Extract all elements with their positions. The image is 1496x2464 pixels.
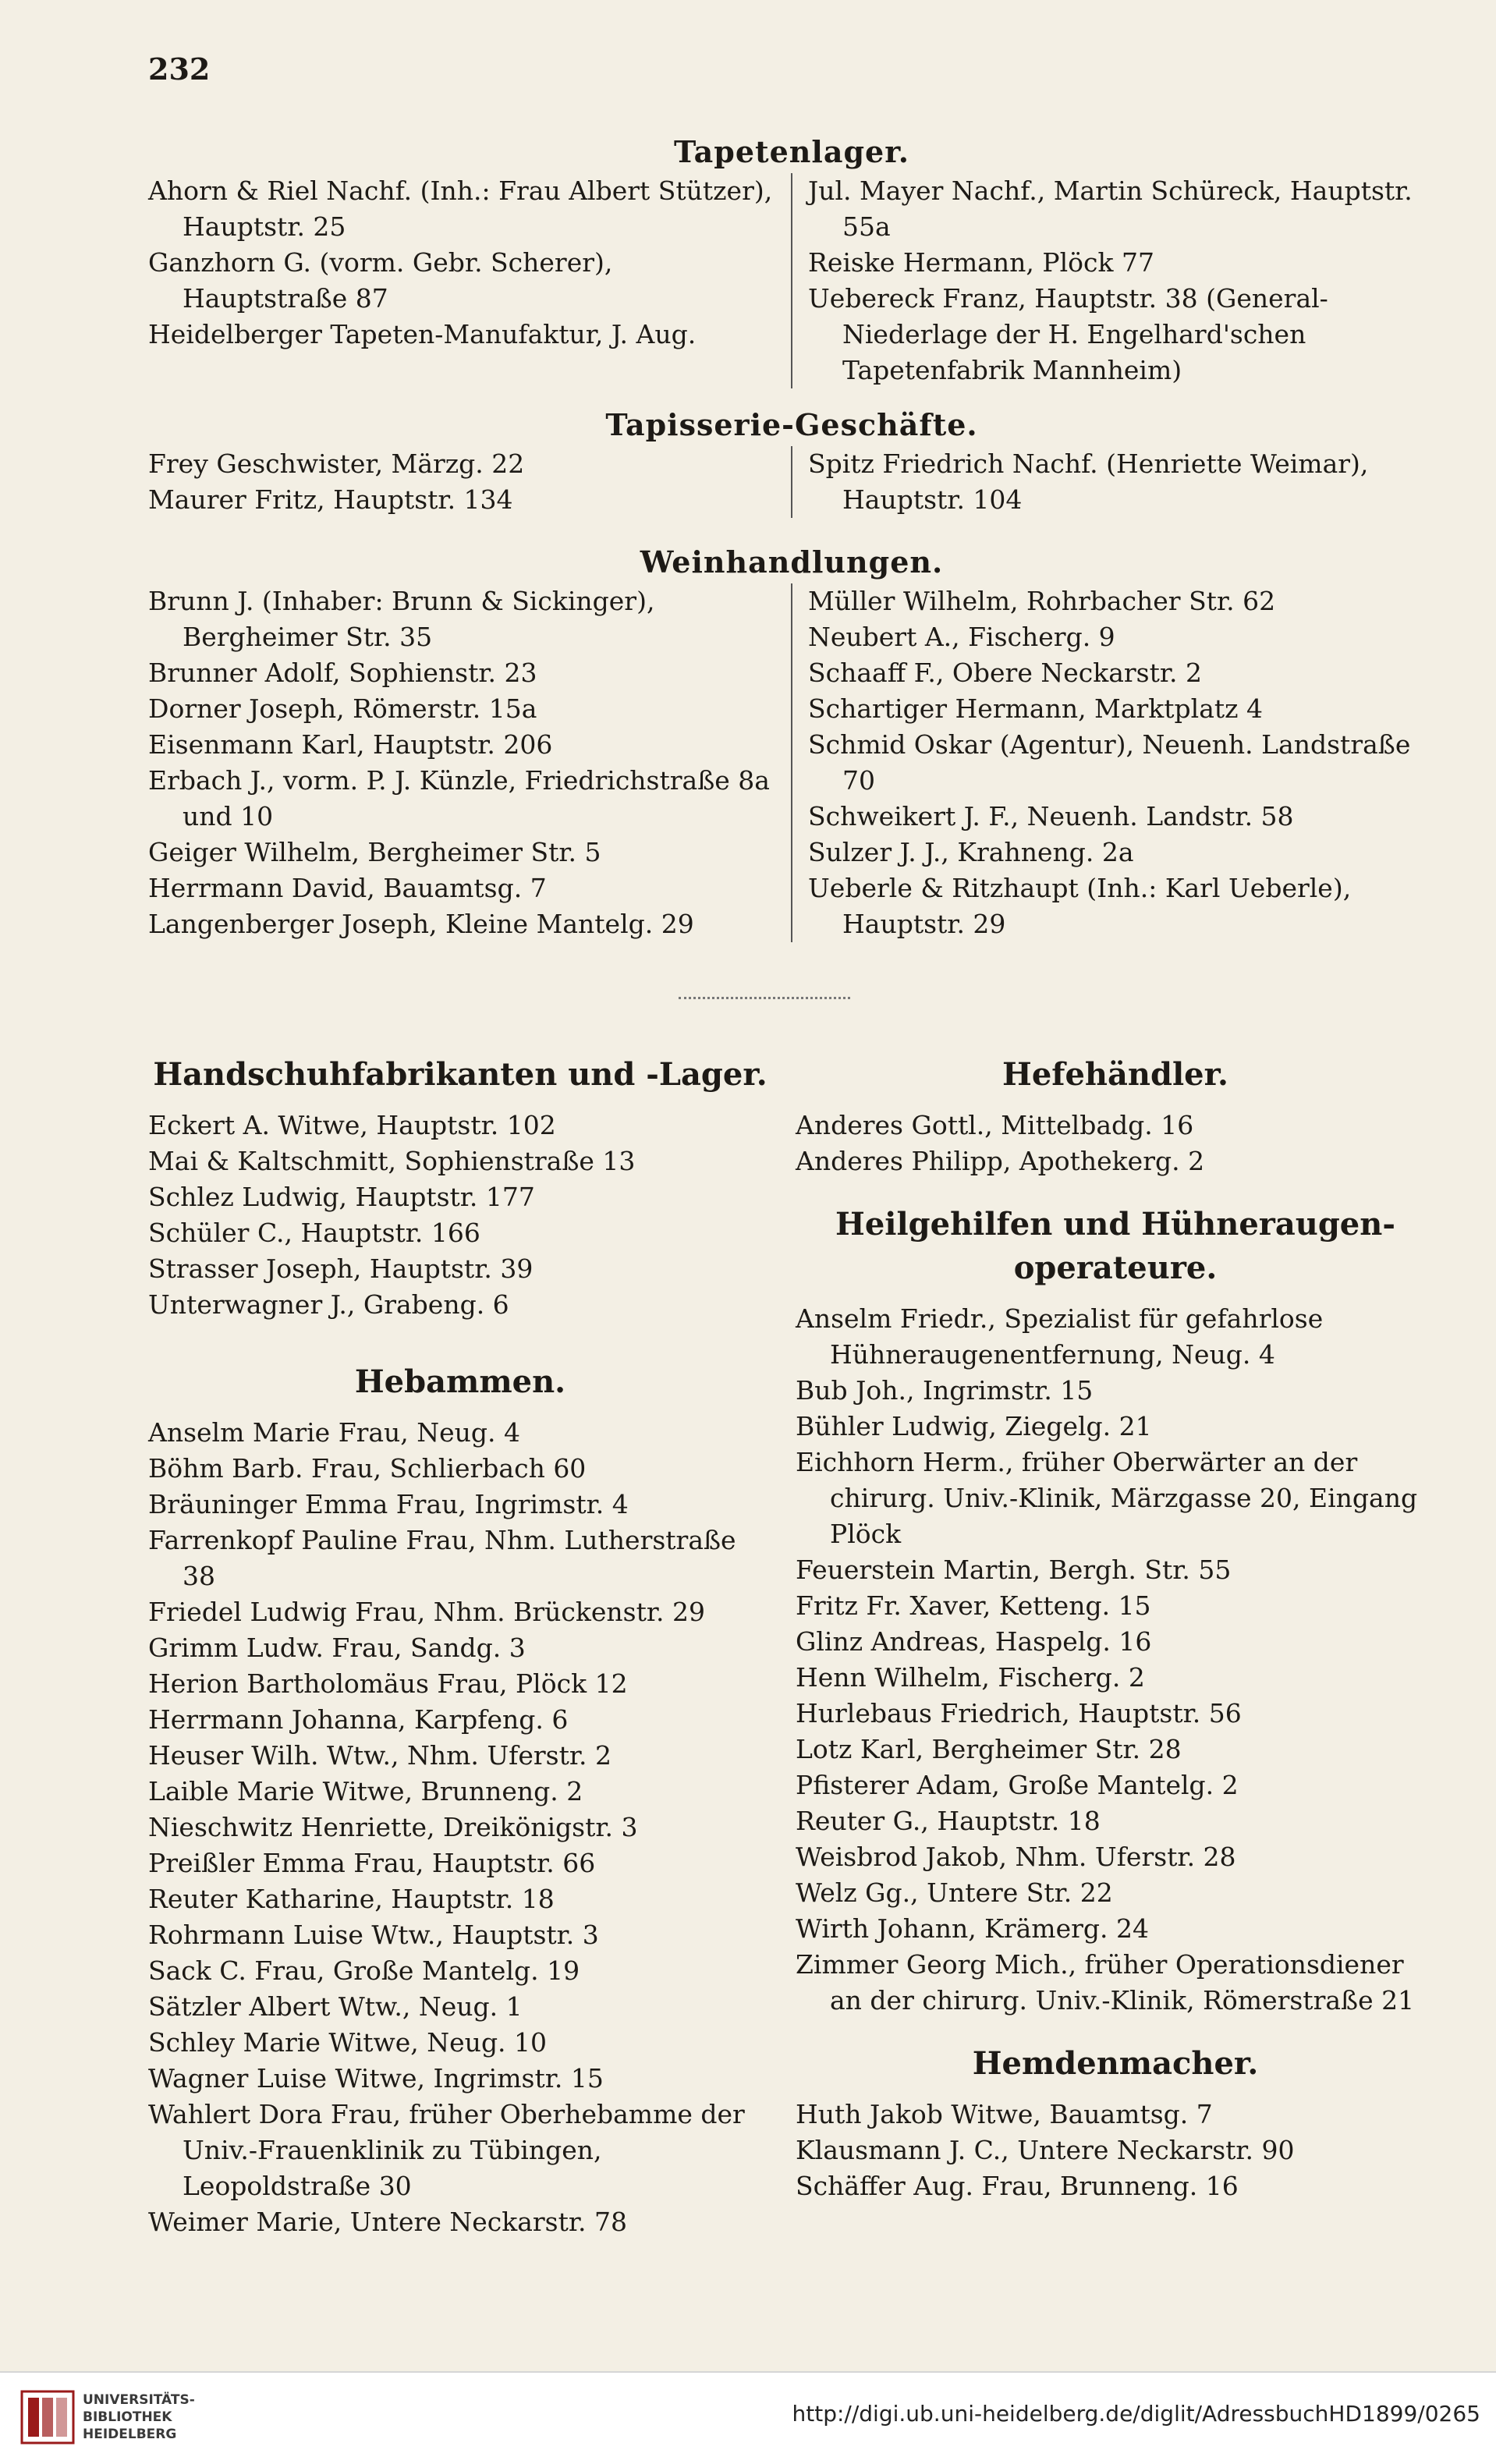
section-title-hefehaendler: Hefehändler. (1002, 1056, 1228, 1093)
list-item: Ueberle & Ritzhaupt (Inh.: Karl Ueberle), Hauptstr. 29 (808, 873, 1352, 939)
lower-right-column (796, 1053, 1435, 2204)
list-item: Zimmer Georg Mich., früher Operationsdiener an der chirurg. Univ.-Klinik, Römerstraße 21 (796, 1949, 1415, 2016)
section-title-weinhandlungen: Weinhandlungen. (640, 544, 944, 580)
weinhandlungen-section (148, 541, 1435, 942)
page-number: 232 (148, 51, 211, 87)
tapisserie-right-column (791, 446, 1435, 518)
weinhandlungen-right-column (791, 583, 1435, 942)
tapetenlager-left-column (148, 173, 791, 388)
list-item: Fritz Fr. Xaver, Ketteng. 15 (796, 1590, 1151, 1621)
list-item: Laible Marie Witwe, Brunneng. 2 (148, 1776, 583, 1806)
spacer (148, 1323, 772, 1360)
list-item: Ganzhorn G. (vorm. Gebr. Scherer), Hauptstraße 87 (148, 247, 613, 314)
list-item: Herrmann Johanna, Karpfeng. 6 (148, 1704, 569, 1735)
list-item: Schmid Oskar (Agentur), Neuenh. Landstraße 70 (808, 729, 1411, 796)
list-item: Klausmann J. C., Untere Neckarstr. 90 (796, 2135, 1295, 2165)
list-item: Hurlebaus Friedrich, Hauptstr. 56 (796, 1698, 1242, 1728)
list-item: Brunn J. (Inhaber: Brunn & Sickinger), Bergheimer Str. 35 (148, 586, 655, 652)
section-title-handschuh: Handschuhfabrikanten und -Lager. (153, 1056, 767, 1093)
section-divider (679, 997, 850, 999)
list-item: Erbach J., vorm. P. J. Künzle, Friedrichstraße 8a und 10 (148, 765, 770, 831)
list-item: Heidelberger Tapeten-Manufaktur, J. Aug. (148, 319, 697, 349)
list-item: Grimm Ludw. Frau, Sandg. 3 (148, 1633, 526, 1663)
list-item: Farrenkopf Pauline Frau, Nhm. Lutherstraße 38 (148, 1525, 736, 1591)
list-item: Uebereck Franz, Hauptstr. 38 (General-Niederlage der H. Engelhard'schen Tapetenfabrik Mannheim) (808, 283, 1328, 385)
list-item: Unterwagner J., Grabeng. 6 (148, 1289, 509, 1320)
list-item: Schweikert J. F., Neuenh. Landstr. 58 (808, 801, 1294, 831)
source-url-link[interactable]: http://digi.ub.uni-heidelberg.de/diglit/AdressbuchHD1899/0265 (792, 2401, 1480, 2427)
list-item: Pfisterer Adam, Große Mantelg. 2 (796, 1770, 1239, 1800)
list-item: Neubert A., Fischerg. 9 (808, 622, 1115, 652)
list-item: Strasser Joseph, Hauptstr. 39 (148, 1253, 534, 1284)
section-title-heilgehilfen: Heilgehilfen und Hühneraugen-operateure. (835, 1206, 1395, 1286)
list-item: Anderes Philipp, Apothekerg. 2 (796, 1146, 1205, 1176)
tapisserie-left-column (148, 446, 791, 518)
tapisserie-columns (148, 446, 1435, 518)
list-item: Langenberger Joseph, Kleine Mantelg. 29 (148, 909, 694, 939)
list-item: Nieschwitz Henriette, Dreikönigstr. 3 (148, 1812, 638, 1842)
list-item: Spitz Friedrich Nachf. (Henriette Weimar), Hauptstr. 104 (808, 448, 1369, 515)
list-item: Friedel Ludwig Frau, Nhm. Brückenstr. 29 (148, 1597, 705, 1627)
list-item: Anselm Friedr., Spezialist für gefahrlose Hühneraugenentfernung, Neug. 4 (796, 1303, 1324, 1370)
list-item: Schley Marie Witwe, Neug. 10 (148, 2027, 548, 2058)
logo-line: BIBLIOTHEK (83, 2409, 172, 2425)
weinhandlungen-columns (148, 583, 1435, 942)
tapetenlager-section (148, 131, 1435, 388)
tapisserie-section (148, 404, 1435, 518)
section-title-hebammen: Hebammen. (354, 1363, 566, 1400)
list-item: Wahlert Dora Frau, früher Oberhebamme der Univ.-Frauenklinik zu Tübingen, Leopoldstraße 30 (148, 2099, 745, 2201)
spacer (796, 2019, 1435, 2042)
section-title-tapisserie: Tapisserie-Geschäfte. (605, 407, 978, 442)
list-item: Huth Jakob Witwe, Bauamtsg. 7 (796, 2099, 1213, 2129)
list-item: Böhm Barb. Frau, Schlierbach 60 (148, 1453, 587, 1484)
tapetenlager-columns (148, 173, 1435, 388)
list-item: Ahorn & Riel Nachf. (Inh.: Frau Albert Stützer), Hauptstr. 25 (148, 175, 773, 242)
footer-bar (0, 2371, 1496, 2464)
library-logo-icon (20, 2390, 75, 2445)
list-item: Jul. Mayer Nachf., Martin Schüreck, Hauptstr. 55a (808, 175, 1413, 242)
list-item: Sack C. Frau, Große Mantelg. 19 (148, 1955, 580, 1986)
list-item: Reuter Katharine, Hauptstr. 18 (148, 1884, 555, 1914)
section-title-tapetenlager: Tapetenlager. (674, 134, 909, 169)
logo-line: UNIVERSITÄTS- (83, 2392, 195, 2408)
spacer (796, 1179, 1435, 1203)
list-item: Schartiger Hermann, Marktplatz 4 (808, 693, 1264, 724)
list-item: Maurer Fritz, Hauptstr. 134 (148, 484, 513, 515)
list-item: Brunner Adolf, Sophienstr. 23 (148, 658, 537, 688)
list-item: Mai & Kaltschmitt, Sophienstraße 13 (148, 1146, 636, 1176)
list-item: Herion Bartholomäus Frau, Plöck 12 (148, 1668, 628, 1699)
list-item: Herrmann David, Bauamtsg. 7 (148, 873, 547, 903)
list-item: Anderes Gottl., Mittelbadg. 16 (796, 1110, 1194, 1140)
list-item: Wagner Luise Witwe, Ingrimstr. 15 (148, 2063, 604, 2094)
list-item: Schäffer Aug. Frau, Brunneng. 16 (796, 2171, 1239, 2201)
section-title-hemdenmacher: Hemdenmacher. (972, 2045, 1259, 2082)
list-item: Henn Wilhelm, Fischerg. 2 (796, 1662, 1145, 1693)
list-item: Reuter G., Hauptstr. 18 (796, 1806, 1101, 1836)
list-item: Glinz Andreas, Haspelg. 16 (796, 1626, 1152, 1657)
list-item: Müller Wilhelm, Rohrbacher Str. 62 (808, 586, 1276, 616)
list-item: Reiske Hermann, Plöck 77 (808, 247, 1155, 278)
list-item: Schüler C., Hauptstr. 166 (148, 1218, 480, 1248)
library-logo-text (83, 2391, 195, 2443)
list-item: Lotz Karl, Bergheimer Str. 28 (796, 1734, 1182, 1764)
list-item: Eichhorn Herm., früher Oberwärter an der chirurg. Univ.-Klinik, Märzgasse 20, Eingang Plöck (796, 1447, 1418, 1549)
list-item: Bub Joh., Ingrimstr. 15 (796, 1375, 1094, 1406)
list-item: Weisbrod Jakob, Nhm. Uferstr. 28 (796, 1842, 1236, 1872)
list-item: Rohrmann Luise Wtw., Hauptstr. 3 (148, 1920, 599, 1950)
list-item: Schlez Ludwig, Hauptstr. 177 (148, 1182, 535, 1212)
list-item: Geiger Wilhelm, Bergheimer Str. 5 (148, 837, 601, 867)
tapetenlager-right-column (791, 173, 1435, 388)
list-item: Bühler Ludwig, Ziegelg. 21 (796, 1411, 1152, 1441)
list-item: Preißler Emma Frau, Hauptstr. 66 (148, 1848, 596, 1878)
list-item: Dorner Joseph, Römerstr. 15a (148, 693, 537, 724)
list-item: Anselm Marie Frau, Neug. 4 (148, 1417, 521, 1448)
list-item: Weimer Marie, Untere Neckarstr. 78 (148, 2207, 627, 2237)
list-item: Welz Gg., Untere Str. 22 (796, 1877, 1113, 1908)
lower-left-column (148, 1053, 772, 2240)
list-item: Bräuninger Emma Frau, Ingrimstr. 4 (148, 1489, 629, 1519)
list-item: Sulzer J. J., Krahneng. 2a (808, 837, 1134, 867)
logo-line: HEIDELBERG (83, 2427, 177, 2442)
list-item: Frey Geschwister, Märzg. 22 (148, 448, 525, 479)
list-item: Schaaff F., Obere Neckarstr. 2 (808, 658, 1203, 688)
list-item: Eckert A. Witwe, Hauptstr. 102 (148, 1110, 556, 1140)
list-item: Feuerstein Martin, Bergh. Str. 55 (796, 1555, 1232, 1585)
list-item: Heuser Wilh. Wtw., Nhm. Uferstr. 2 (148, 1740, 612, 1771)
list-item: Wirth Johann, Krämerg. 24 (796, 1913, 1149, 1944)
list-item: Eisenmann Karl, Hauptstr. 206 (148, 729, 553, 760)
weinhandlungen-left-column (148, 583, 791, 942)
list-item: Sätzler Albert Wtw., Neug. 1 (148, 1991, 523, 2022)
